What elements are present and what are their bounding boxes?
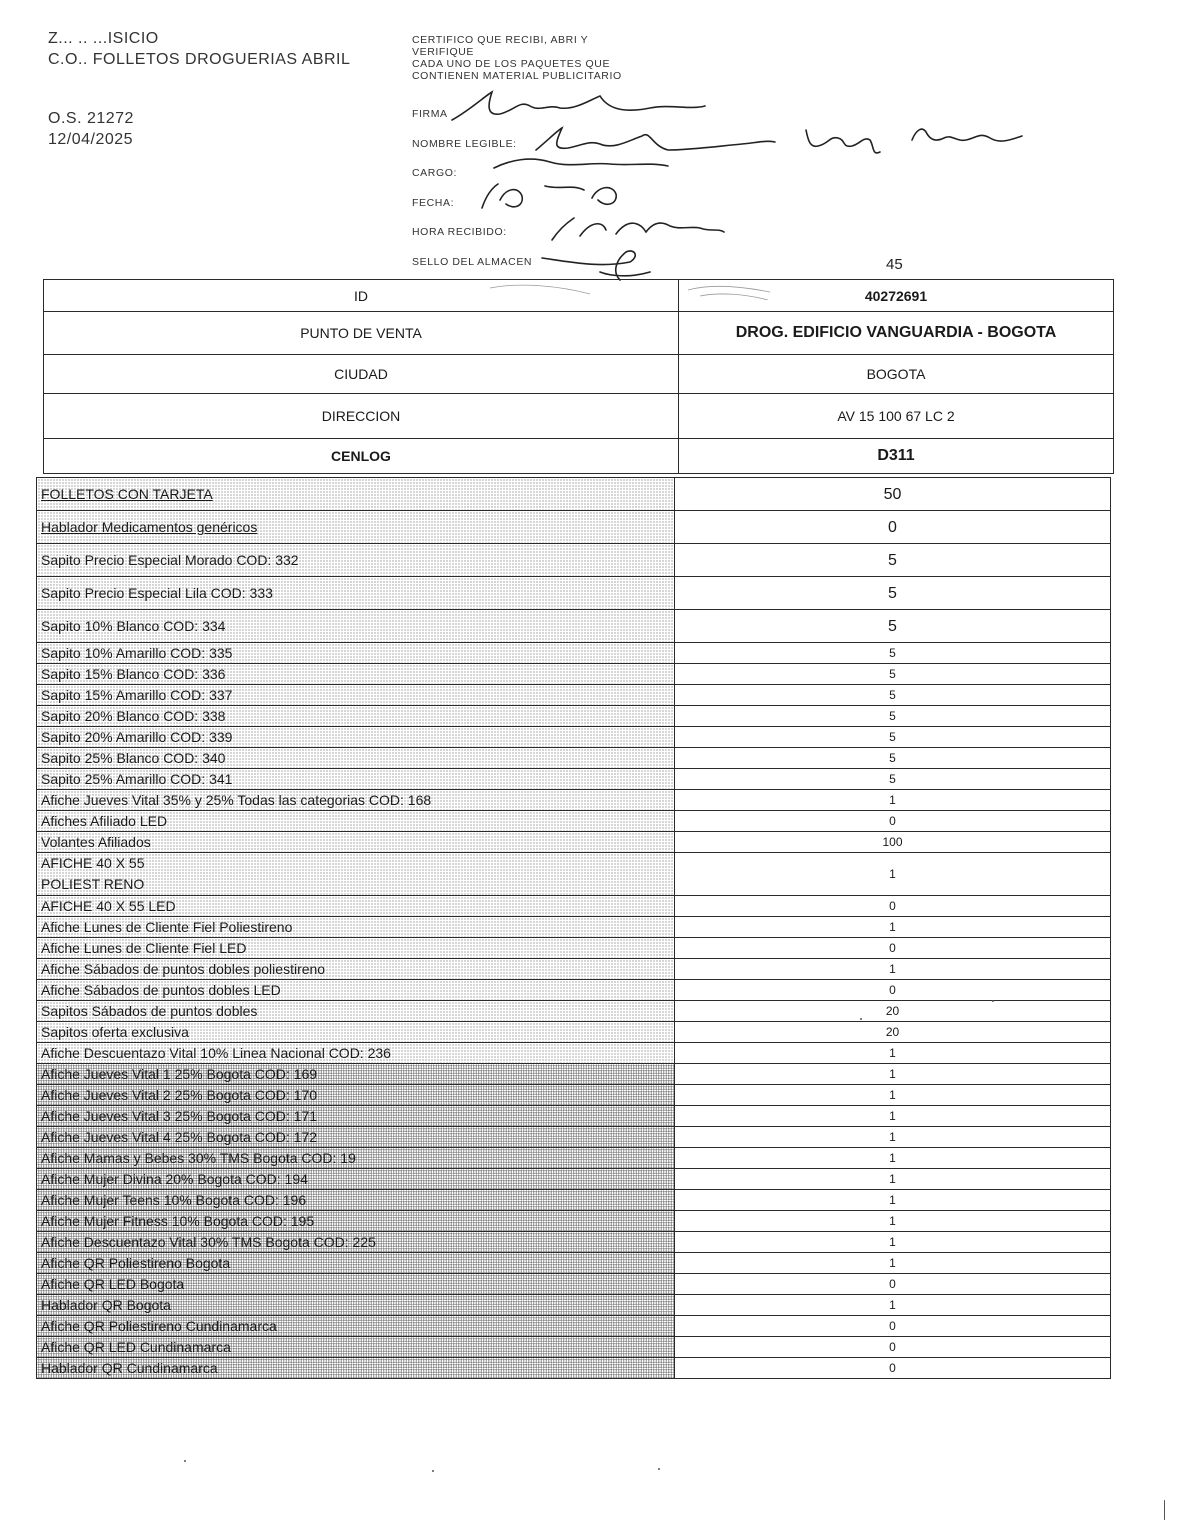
- table-row: [37, 685, 1111, 706]
- item-label-cell: [37, 577, 675, 610]
- table-row: [37, 664, 1111, 685]
- item-quantity: 1: [675, 959, 1111, 980]
- item-label: Afiche Sábados de puntos dobles LED: [41, 981, 281, 998]
- item-quantity: 1: [675, 853, 1111, 896]
- item-label-cell: [37, 511, 675, 544]
- direccion-value: AV 15 100 67 LC 2: [679, 394, 1114, 439]
- item-quantity: 0: [675, 1358, 1111, 1379]
- item-quantity: 1: [675, 1190, 1111, 1211]
- item-quantity: 0: [675, 938, 1111, 959]
- campaign-title: C.O.. FOLLETOS DROGUERIAS ABRIL: [48, 51, 351, 68]
- item-label-cell: [37, 1232, 675, 1253]
- cert-line: CONTIENEN MATERIAL PUBLICITARIO: [412, 70, 622, 82]
- item-quantity: 1: [675, 1211, 1111, 1232]
- item-label-cell: [37, 1211, 675, 1232]
- item-label-cell: [37, 1064, 675, 1085]
- table-row: [44, 439, 1114, 474]
- package-count: 45: [886, 256, 903, 273]
- table-row: [37, 811, 1111, 832]
- item-quantity: 50: [675, 478, 1111, 511]
- item-label: Sapito 20% Amarillo COD: 339: [41, 728, 233, 745]
- item-label-cell: [37, 685, 675, 706]
- item-quantity: 5: [675, 610, 1111, 643]
- ciudad-label: CIUDAD: [44, 355, 679, 394]
- item-label-cell: [37, 748, 675, 769]
- item-quantity: 100: [675, 832, 1111, 853]
- table-row: [44, 280, 1114, 312]
- order-date: 12/04/2025: [48, 131, 134, 148]
- item-label-cell: [37, 1001, 675, 1022]
- item-label-cell: [37, 832, 675, 853]
- table-row: [37, 748, 1111, 769]
- item-quantity: 1: [675, 1043, 1111, 1064]
- item-label-cell: [37, 1043, 675, 1064]
- item-quantity: 5: [675, 727, 1111, 748]
- table-row: [44, 394, 1114, 439]
- id-label: ID: [44, 280, 679, 312]
- item-quantity: 20: [675, 1001, 1111, 1022]
- item-quantity: 1: [675, 1295, 1111, 1316]
- table-row: [37, 1274, 1111, 1295]
- nombre-label: NOMBRE LEGIBLE:: [412, 138, 517, 150]
- table-row: [37, 1316, 1111, 1337]
- item-label-cell: [37, 1127, 675, 1148]
- item-label-cell: [37, 1274, 675, 1295]
- item-quantity: 1: [675, 1253, 1111, 1274]
- firma-label: FIRMA: [412, 108, 448, 120]
- item-label: Afiche Mamas y Bebes 30% TMS Bogota COD: 19: [41, 1149, 356, 1166]
- item-label: Hablador QR Bogota: [41, 1296, 171, 1313]
- table-row: [37, 544, 1111, 577]
- item-quantity: 1: [675, 1085, 1111, 1106]
- table-row: [44, 355, 1114, 394]
- item-label: Afiche Mujer Fitness 10% Bogota COD: 195: [41, 1212, 315, 1229]
- item-quantity: 1: [675, 1169, 1111, 1190]
- table-row: [37, 1001, 1111, 1022]
- item-label-cell: [37, 706, 675, 727]
- item-quantity: 5: [675, 577, 1111, 610]
- item-label: Sapito 15% Amarillo COD: 337: [41, 686, 233, 703]
- item-label: Afiche Descuentazo Vital 10% Linea Nacional COD: 236: [41, 1044, 391, 1061]
- item-quantity: 5: [675, 664, 1111, 685]
- item-quantity: 0: [675, 1337, 1111, 1358]
- scan-speck: [1164, 1500, 1165, 1520]
- table-row: [37, 643, 1111, 664]
- item-label: Afiche Jueves Vital 35% y 25% Todas las categorias COD: 168: [41, 791, 432, 808]
- item-label: Afiche Jueves Vital 2 25% Bogota COD: 170: [41, 1086, 318, 1103]
- table-row: [37, 577, 1111, 610]
- item-label-cell: [37, 896, 675, 917]
- item-quantity: 0: [675, 980, 1111, 1001]
- item-quantity: 1: [675, 1064, 1111, 1085]
- item-label-cell: [37, 664, 675, 685]
- item-label-cell: [37, 959, 675, 980]
- item-label: Volantes Afiliados: [41, 833, 151, 850]
- item-label: Afiche Mujer Divina 20% Bogota COD: 194: [41, 1170, 308, 1187]
- item-quantity: 1: [675, 1232, 1111, 1253]
- item-label: Afiche QR Poliestireno Bogota: [41, 1254, 231, 1271]
- item-label: Hablador Medicamentos genéricos: [41, 518, 258, 535]
- item-quantity: 5: [675, 706, 1111, 727]
- item-quantity: 1: [675, 790, 1111, 811]
- item-label-cell: [37, 544, 675, 577]
- item-label-cell: [37, 1106, 675, 1127]
- item-label-cell: [37, 610, 675, 643]
- item-label-cell: [37, 1148, 675, 1169]
- handwritten-signature: [0, 0, 1183, 300]
- item-label-cell: [37, 1022, 675, 1043]
- item-quantity: 0: [675, 1274, 1111, 1295]
- item-label-cell: [37, 917, 675, 938]
- item-label: Afiche Jueves Vital 4 25% Bogota COD: 172: [41, 1128, 318, 1145]
- id-value: 40272691: [679, 280, 1114, 312]
- item-quantity: 0: [675, 1316, 1111, 1337]
- item-quantity: 1: [675, 1127, 1111, 1148]
- item-quantity: 0: [675, 511, 1111, 544]
- item-quantity: 1: [675, 1148, 1111, 1169]
- cert-line: CADA UNO DE LOS PAQUETES QUE: [412, 58, 611, 70]
- table-row: [37, 896, 1111, 917]
- item-label: Sapito 10% Amarillo COD: 335: [41, 644, 233, 661]
- table-row: [37, 1358, 1111, 1379]
- item-label: Afiche Lunes de Cliente Fiel LED: [41, 939, 247, 956]
- table-row: [37, 1253, 1111, 1274]
- item-label-cell: [37, 980, 675, 1001]
- item-label-cell: [37, 1316, 675, 1337]
- item-label-cell: [37, 1295, 675, 1316]
- table-row: [37, 980, 1111, 1001]
- table-row: [37, 769, 1111, 790]
- item-label: Sapito 10% Blanco COD: 334: [41, 617, 226, 634]
- table-row: [37, 1169, 1111, 1190]
- item-quantity: 1: [675, 917, 1111, 938]
- item-label-cell: [37, 727, 675, 748]
- table-row: [37, 610, 1111, 643]
- table-row: [37, 790, 1111, 811]
- materials-table: [36, 477, 1111, 1379]
- table-row: [37, 511, 1111, 544]
- scan-speck: [860, 1018, 862, 1020]
- item-quantity: 5: [675, 544, 1111, 577]
- item-label-cell: [37, 1085, 675, 1106]
- item-quantity: 0: [675, 811, 1111, 832]
- table-row: [37, 1043, 1111, 1064]
- item-label: Sapitos Sábados de puntos dobles: [41, 1002, 258, 1019]
- item-label-cell: [37, 1169, 675, 1190]
- item-label: Sapito 25% Blanco COD: 340: [41, 749, 226, 766]
- table-row: [37, 853, 1111, 896]
- item-label: Afiche Mujer Teens 10% Bogota COD: 196: [41, 1191, 307, 1208]
- item-label: Sapito Precio Especial Morado COD: 332: [41, 551, 299, 568]
- ciudad-value: BOGOTA: [679, 355, 1114, 394]
- sello-label: SELLO DEL ALMACEN: [412, 256, 533, 268]
- scan-speck: [992, 1000, 994, 1002]
- cert-line: CERTIFICO QUE RECIBI, ABRI Y: [412, 34, 589, 46]
- cenlog-label: CENLOG: [44, 439, 679, 474]
- table-row: [37, 1337, 1111, 1358]
- table-row: [37, 959, 1111, 980]
- item-quantity: 5: [675, 685, 1111, 706]
- table-row: [37, 706, 1111, 727]
- item-label-cell: [37, 1337, 675, 1358]
- pdv-value: DROG. EDIFICIO VANGUARDIA - BOGOTA: [679, 312, 1114, 355]
- item-label-line2: POLIEST RENO: [41, 876, 145, 892]
- item-label: Sapito 20% Blanco COD: 338: [41, 707, 226, 724]
- item-quantity: 20: [675, 1022, 1111, 1043]
- item-quantity: 0: [675, 896, 1111, 917]
- cenlog-value: D311: [679, 439, 1114, 474]
- item-label-cell: [37, 1358, 675, 1379]
- item-label: Afiche Jueves Vital 1 25% Bogota COD: 169: [41, 1065, 318, 1082]
- cargo-label: CARGO:: [412, 167, 458, 179]
- item-label-cell: [37, 643, 675, 664]
- pdv-label: PUNTO DE VENTA: [44, 312, 679, 355]
- table-row: [37, 1295, 1111, 1316]
- table-row: [37, 478, 1111, 511]
- table-row: [37, 1064, 1111, 1085]
- table-row: [44, 312, 1114, 355]
- item-label-cell: [37, 811, 675, 832]
- table-row: [37, 1148, 1111, 1169]
- item-quantity: 5: [675, 643, 1111, 664]
- item-label-cell: [37, 938, 675, 959]
- item-label-cell: [37, 478, 675, 511]
- table-row: [37, 727, 1111, 748]
- item-label: Sapito 15% Blanco COD: 336: [41, 665, 226, 682]
- table-row: [37, 1085, 1111, 1106]
- company-name: Z... .. ...ISICIO: [48, 30, 159, 47]
- item-label: Afiche QR LED Cundinamarca: [41, 1338, 231, 1355]
- item-label: Afiches Afiliado LED: [41, 812, 168, 829]
- item-label: Afiche QR Poliestireno Cundinamarca: [41, 1317, 277, 1334]
- table-row: [37, 1106, 1111, 1127]
- item-label: Afiche Sábados de puntos dobles poliestireno: [41, 960, 326, 977]
- item-label-cell: [37, 790, 675, 811]
- table-row: [37, 1232, 1111, 1253]
- item-quantity: 5: [675, 748, 1111, 769]
- item-quantity: 1: [675, 1106, 1111, 1127]
- item-label: Afiche QR LED Bogota: [41, 1275, 185, 1292]
- item-label: AFICHE 40 X 55: [41, 855, 145, 871]
- cert-line: VERIFIQUE: [412, 46, 474, 58]
- item-label: Sapito Precio Especial Lila COD: 333: [41, 584, 273, 601]
- item-label-cell: [37, 769, 675, 790]
- scan-speck: [658, 1468, 660, 1470]
- item-label: Sapitos oferta exclusiva: [41, 1023, 189, 1040]
- scan-speck: [432, 1470, 434, 1472]
- store-info-table: [43, 279, 1114, 474]
- table-row: [37, 1022, 1111, 1043]
- item-label-cell: [37, 1253, 675, 1274]
- table-row: [37, 1211, 1111, 1232]
- table-row: [37, 832, 1111, 853]
- table-row: [37, 938, 1111, 959]
- item-label: Afiche Jueves Vital 3 25% Bogota COD: 171: [41, 1107, 318, 1124]
- item-label-cell: [37, 853, 675, 896]
- item-label: FOLLETOS CON TARJETA: [41, 485, 213, 502]
- table-row: [37, 1190, 1111, 1211]
- table-row: [37, 1127, 1111, 1148]
- table-row: [37, 917, 1111, 938]
- item-label: Hablador QR Cundinamarca: [41, 1359, 218, 1376]
- direccion-label: DIRECCION: [44, 394, 679, 439]
- item-quantity: 5: [675, 769, 1111, 790]
- item-label-cell: [37, 1190, 675, 1211]
- order-number: O.S. 21272: [48, 110, 134, 127]
- item-label: Sapito 25% Amarillo COD: 341: [41, 770, 233, 787]
- fecha-label: FECHA:: [412, 197, 455, 209]
- item-label: Afiche Lunes de Cliente Fiel Poliestireno: [41, 918, 293, 935]
- hora-label: HORA RECIBIDO:: [412, 226, 507, 238]
- item-label: AFICHE 40 X 55 LED: [41, 897, 176, 914]
- scan-speck: [184, 1460, 186, 1462]
- item-label: Afiche Descuentazo Vital 30% TMS Bogota COD: 225: [41, 1233, 376, 1250]
